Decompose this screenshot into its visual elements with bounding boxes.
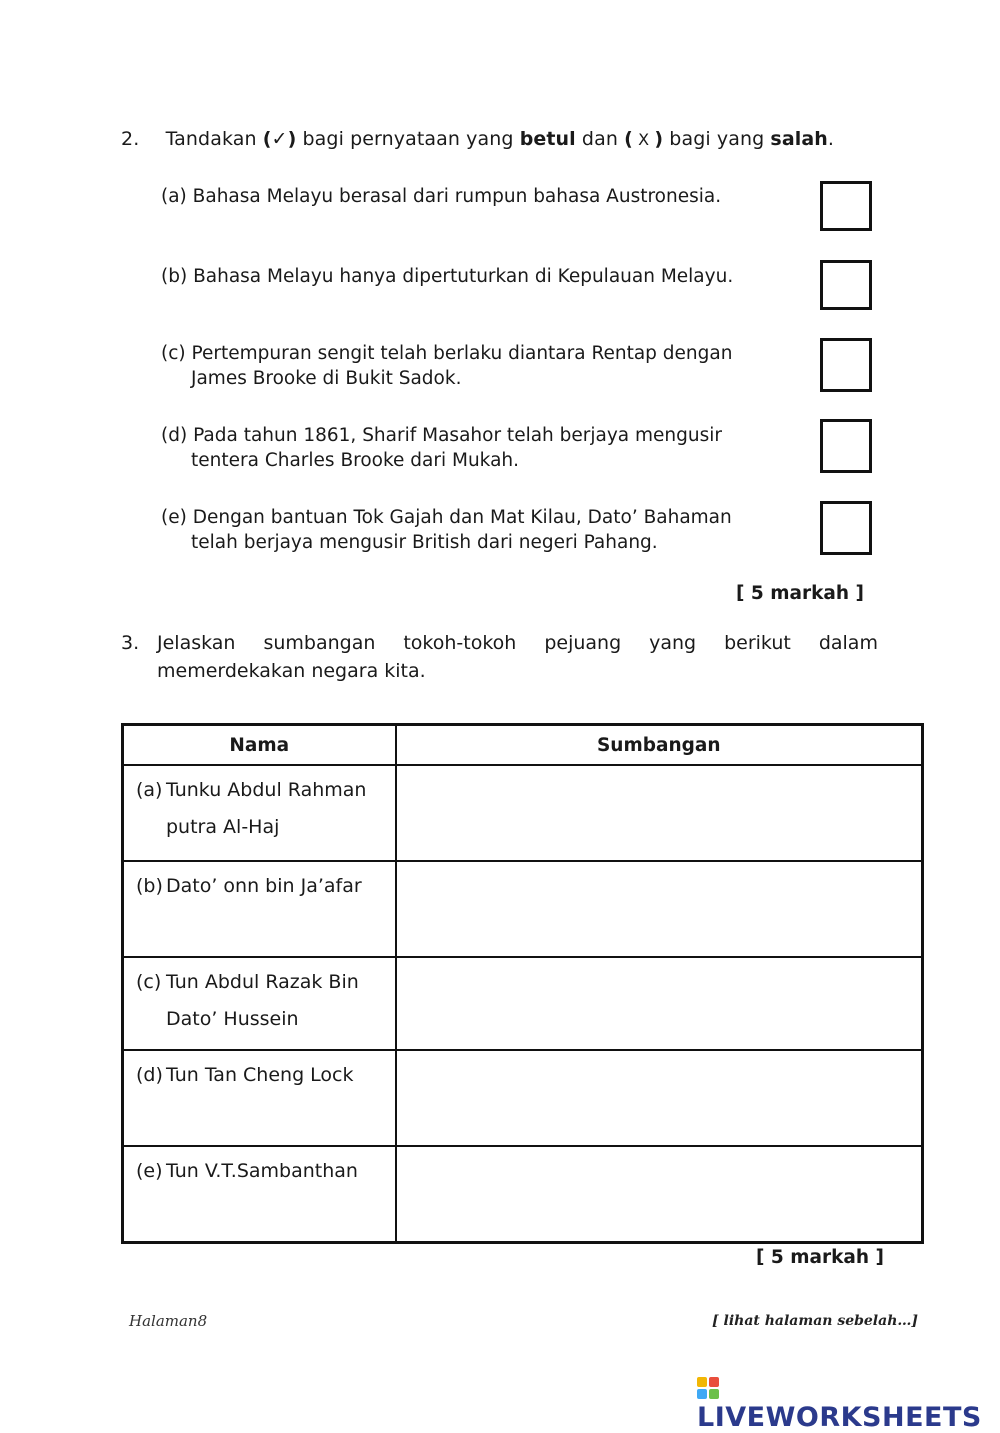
answer-box-c[interactable] (820, 338, 872, 392)
name-cell-a (123, 765, 396, 861)
q2-number: 2. (121, 128, 140, 150)
name-cell-c (123, 957, 396, 1050)
q2-text: bagi yang (663, 128, 771, 150)
q3-word: Jelaskan (157, 632, 236, 654)
item-text-cont: telah berjaya mengusir British dari negeri Pahang. (191, 532, 658, 553)
q3-word: pejuang (544, 632, 622, 654)
q3-line2: memerdekakan negara kita. (157, 660, 426, 682)
row-label: (b) (136, 875, 163, 897)
answer-box-a[interactable] (820, 181, 872, 231)
q2-item-c (161, 341, 732, 391)
header-sumbangan: Sumbangan (396, 725, 923, 766)
liveworksheets-logo-icon (697, 1377, 721, 1401)
brand-name: LIVEWORKSHEETS (697, 1402, 982, 1433)
betul-word: betul (519, 128, 576, 150)
answer-box-e[interactable] (820, 501, 872, 555)
item-text: Pertempuran sengit telah berlaku diantara Rentap dengan (191, 343, 733, 364)
q2-item-a (161, 184, 721, 209)
q2-item-d (161, 423, 722, 473)
salah-word: salah (770, 128, 828, 150)
next-page-note: [ lihat halaman sebelah…] (712, 1313, 918, 1329)
item-text: Dengan bantuan Tok Gajah dan Mat Kilau, Dato’ Bahaman (192, 507, 732, 528)
q3-instruction (121, 629, 878, 685)
q3-word: dalam (818, 632, 878, 654)
q2-text: bagi pernyataan yang (296, 128, 520, 150)
q3-word: yang (649, 632, 697, 654)
row-label: (a) (136, 779, 163, 801)
item-label: (c) (161, 343, 186, 364)
name-cell-e (123, 1146, 396, 1242)
answer-cell-c[interactable] (396, 957, 923, 1050)
row-label: (e) (136, 1160, 163, 1182)
item-label: (d) (161, 425, 188, 446)
row-name-cont: putra Al-Haj (166, 816, 280, 838)
row-label: (c) (136, 971, 162, 993)
answer-cell-a[interactable] (396, 765, 923, 861)
item-text: Bahasa Melayu berasal dari rumpun bahasa Austronesia. (192, 186, 722, 207)
item-text: Pada tahun 1861, Sharif Masahor telah berjaya mengusir (193, 425, 723, 446)
row-name: Tun V.T.Sambanthan (166, 1160, 358, 1182)
item-text-cont: tentera Charles Brooke dari Mukah. (191, 450, 520, 471)
brand-logo-area (697, 1377, 1000, 1433)
row-name: Tun Abdul Razak Bin (166, 971, 359, 993)
name-cell-d (123, 1050, 396, 1146)
row-name: Dato’ onn bin Ja’afar (166, 875, 362, 897)
x-close: ) (654, 128, 664, 150)
q2-text: . (827, 128, 835, 150)
row-name-cont: Dato’ Hussein (166, 1008, 299, 1030)
row-name: Tun Tan Cheng Lock (166, 1064, 354, 1086)
table-row (123, 861, 923, 957)
item-text-cont: James Brooke di Bukit Sadok. (191, 368, 462, 389)
x-symbol: X (632, 130, 655, 149)
answer-box-d[interactable] (820, 419, 872, 473)
q3-number: 3. (121, 632, 140, 654)
answer-cell-d[interactable] (396, 1050, 923, 1146)
q2-text: dan (575, 128, 625, 150)
table-header-row (123, 725, 923, 766)
q3-word: sumbangan (263, 632, 376, 654)
q2-item-e (161, 505, 732, 555)
q2-marks: [ 5 markah ] (736, 583, 864, 604)
item-label: (b) (161, 266, 188, 287)
q3-marks: [ 5 markah ] (756, 1247, 884, 1268)
item-text: Bahasa Melayu hanya dipertuturkan di Kepulauan Melayu. (193, 266, 734, 287)
tick-symbol: (✓) (262, 128, 297, 150)
page-number: Halaman8 (129, 1312, 208, 1330)
row-name: Tunku Abdul Rahman (166, 779, 367, 801)
q3-word: tokoh-tokoh (403, 632, 517, 654)
contribution-table (121, 723, 924, 1244)
table-row (123, 765, 923, 861)
q3-word: berikut (724, 632, 791, 654)
item-label: (a) (161, 186, 187, 207)
answer-box-b[interactable] (820, 260, 872, 310)
table-row (123, 1146, 923, 1242)
row-label: (d) (136, 1064, 163, 1086)
answer-cell-b[interactable] (396, 861, 923, 957)
header-nama: Nama (123, 725, 396, 766)
q2-instruction (121, 128, 834, 150)
table-row (123, 957, 923, 1050)
x-open: ( (624, 128, 633, 150)
item-label: (e) (161, 507, 187, 528)
name-cell-b (123, 861, 396, 957)
answer-cell-e[interactable] (396, 1146, 923, 1242)
table-row (123, 1050, 923, 1146)
q2-item-b (161, 264, 733, 289)
q2-text: Tandakan (165, 128, 263, 150)
